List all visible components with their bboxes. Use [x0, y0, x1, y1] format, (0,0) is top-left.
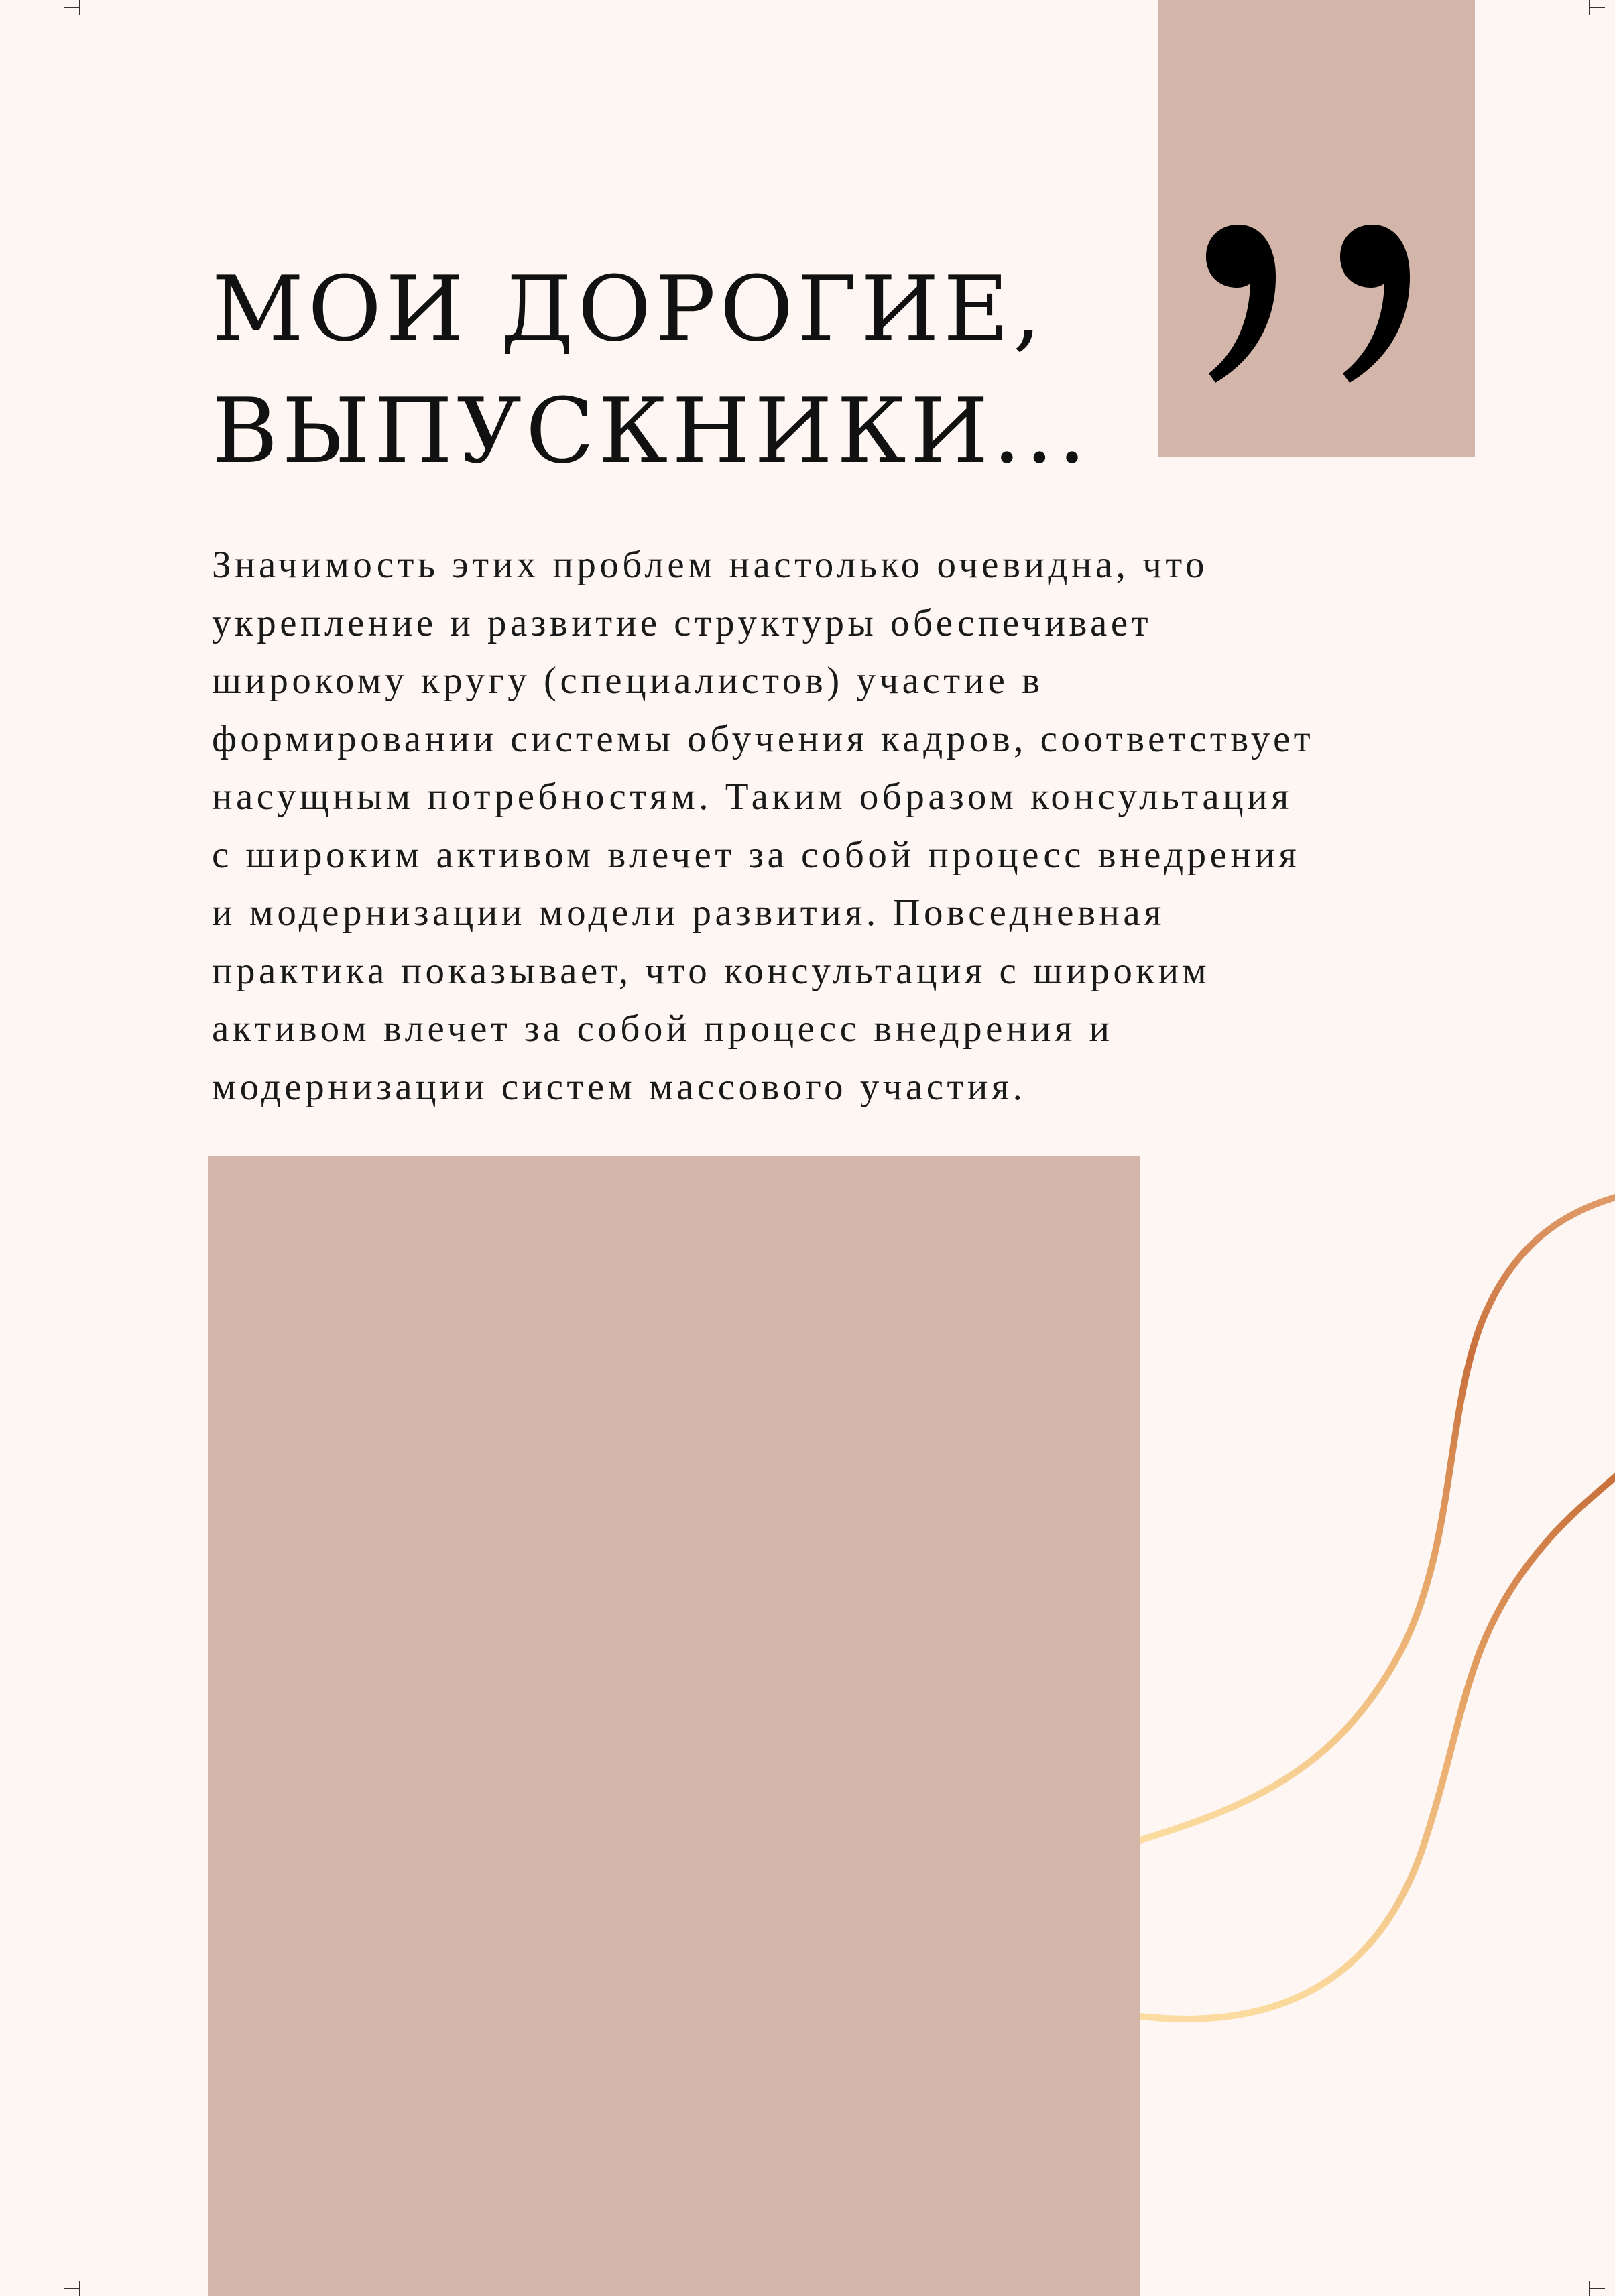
body-line: Значимость этих проблем настолько очевидна, что	[212, 544, 1209, 586]
body-line: формировании системы обучения кадров, соответствует	[212, 717, 1315, 760]
crop-mark-bottom-right-h	[1590, 2288, 1605, 2289]
body-line: активом влечет за собой процесс внедрения и	[212, 1008, 1114, 1050]
title-line-1: МОИ ДОРОГИЕ,	[212, 257, 1046, 361]
body-line: укрепление и развитие структуры обеспечивает	[212, 601, 1152, 644]
body-line: с широким активом влечет за собой процесс внедрения	[212, 833, 1301, 876]
body-line: модернизации систем массового участия.	[212, 1065, 1026, 1108]
page-title	[212, 248, 1090, 492]
body-paragraph	[212, 536, 1486, 1116]
crop-mark-bottom-left-h	[64, 2288, 79, 2289]
body-line: насущным потребностям. Таким образом консультация	[212, 776, 1293, 818]
crop-mark-bottom-left-v	[79, 2281, 80, 2296]
crop-mark-top-right-h	[1590, 7, 1605, 8]
title-line-2: ВЫПУСКНИКИ...	[212, 379, 1091, 483]
wave-line-upper	[1140, 1197, 1615, 1840]
body-line: практика показывает, что консультация с широким	[212, 949, 1211, 992]
decorative-waves	[1140, 1140, 1615, 2078]
photo-placeholder	[208, 1156, 1140, 2296]
closing-quote-icon	[1203, 225, 1418, 399]
body-line: и модернизации модели развития. Повседневная	[212, 892, 1165, 934]
crop-mark-top-left-h	[64, 7, 79, 8]
crop-mark-top-left-v	[79, 0, 80, 15]
body-line: широкому кругу (специалистов) участие в	[212, 660, 1044, 702]
wave-line-lower	[1140, 1475, 1615, 2019]
